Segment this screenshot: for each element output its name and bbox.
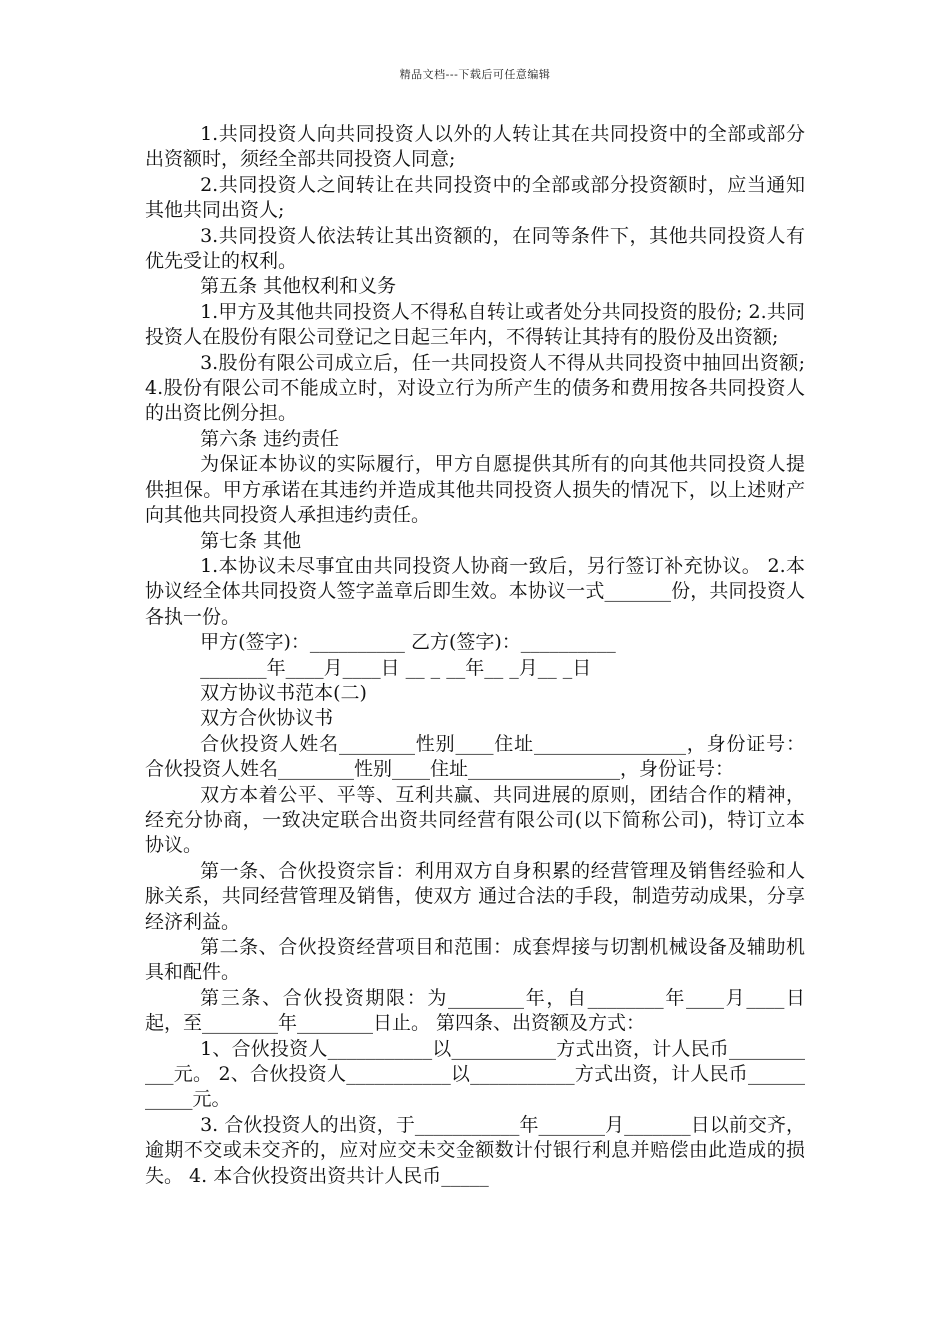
preamble: 双方本着公平、平等、互利共赢、共同进展的原则，团结合作的精神，经充分协商，一致决定联合出资共同经营有限公司(以下简称公司)，特订立本协议。 xyxy=(145,783,805,857)
article-7-body: 1.本协议未尽事宜由共同投资人协商一致后，另行签订补充协议。 2.本协议经全体共同投资人签字盖章后即生效。本协议一式_______份，共同投资人各执一份。 xyxy=(145,554,805,628)
contribution-items-3-4: 3. 合伙投资人的出资，于___________年_______月_______日以前交齐，逾期不交或未交齐的，应对应交未交金额数计付银行利息并赔偿由此造成的损失。 4. 本合伙投资出资共计人民币_____ xyxy=(145,1113,805,1187)
article-5-items-3-4: 3.股份有限公司成立后，任一共同投资人不得从共同投资中抽回出资额; 4.股份有限公司不能成立时，对设立行为所产生的债务和费用按各共同投资人的出资比例分担。 xyxy=(145,351,812,425)
article-7-heading: 第七条 其他 xyxy=(200,529,302,552)
contribution-items-1-2: 1、合伙投资人___________以___________方式出资，计人民币___________元。 2、合伙投资人___________以___________方式出资，计人民币___________元。 xyxy=(145,1037,805,1111)
document-body xyxy=(145,122,812,1189)
clause-transfer-outside: 1.共同投资人向共同投资人以外的人转让其在共同投资中的全部或部分出资额时，须经全部共同投资人同意; xyxy=(145,123,805,171)
clause-preemptive-right: 3.共同投资人依法转让其出资额的，在同等条件下，其他共同投资人有优先受让的权利。 xyxy=(145,224,805,273)
article-5-heading: 第五条 其他权利和义务 xyxy=(200,275,397,298)
article-6-body: 为保证本协议的实际履行，甲方自愿提供其所有的向其他共同投资人提供担保。甲方承诺在其违约并造成其他共同投资人损失的情况下，以上述财产向其他共同投资人承担违约责任。 xyxy=(145,453,805,527)
partner-info: 合伙投资人姓名________性别____住址________________，身份证号： 合伙投资人姓名________性别____住址________________，身份证号： xyxy=(145,732,812,781)
clause-transfer-between: 2.共同投资人之间转让在共同投资中的全部或部分投资额时，应当通知其他共同出资人; xyxy=(145,173,805,222)
agreement-title: 双方合伙协议书 xyxy=(200,707,334,730)
article-2-scope: 第二条、合伙投资经营项目和范围：成套焊接与切割机械设备及辅助机具和配件。 xyxy=(145,936,805,984)
article-6-heading: 第六条 违约责任 xyxy=(200,427,340,450)
article-3-term: 第三条、合伙投资期限：为________年，自________年____月____日起，至________年________日止。 第四条、出资额及方式： xyxy=(145,986,805,1035)
date-line: _______年____月____日 __ _ __年__ _月__ _日 xyxy=(200,656,592,679)
template-title: 双方协议书范本(二) xyxy=(200,681,367,704)
article-5-items-1-2: 1.甲方及其他共同投资人不得私自转让或者处分共同投资的股份; 2.共同投资人在股份有限公司登记之日起三年内，不得转让其持有的股份及出资额; xyxy=(145,300,805,349)
signature-line: 甲方(签字)：__________ 乙方(签字)：__________ xyxy=(200,631,616,654)
article-1-purpose: 第一条、合伙投资宗旨：利用双方自身积累的经营管理及销售经验和人脉关系，共同经营管理及销售，使双方 通过合法的手段，制造劳动成果，分享经济利益。 xyxy=(145,859,805,933)
page-header: 精品文档---下载后可任意编辑 xyxy=(399,68,551,81)
